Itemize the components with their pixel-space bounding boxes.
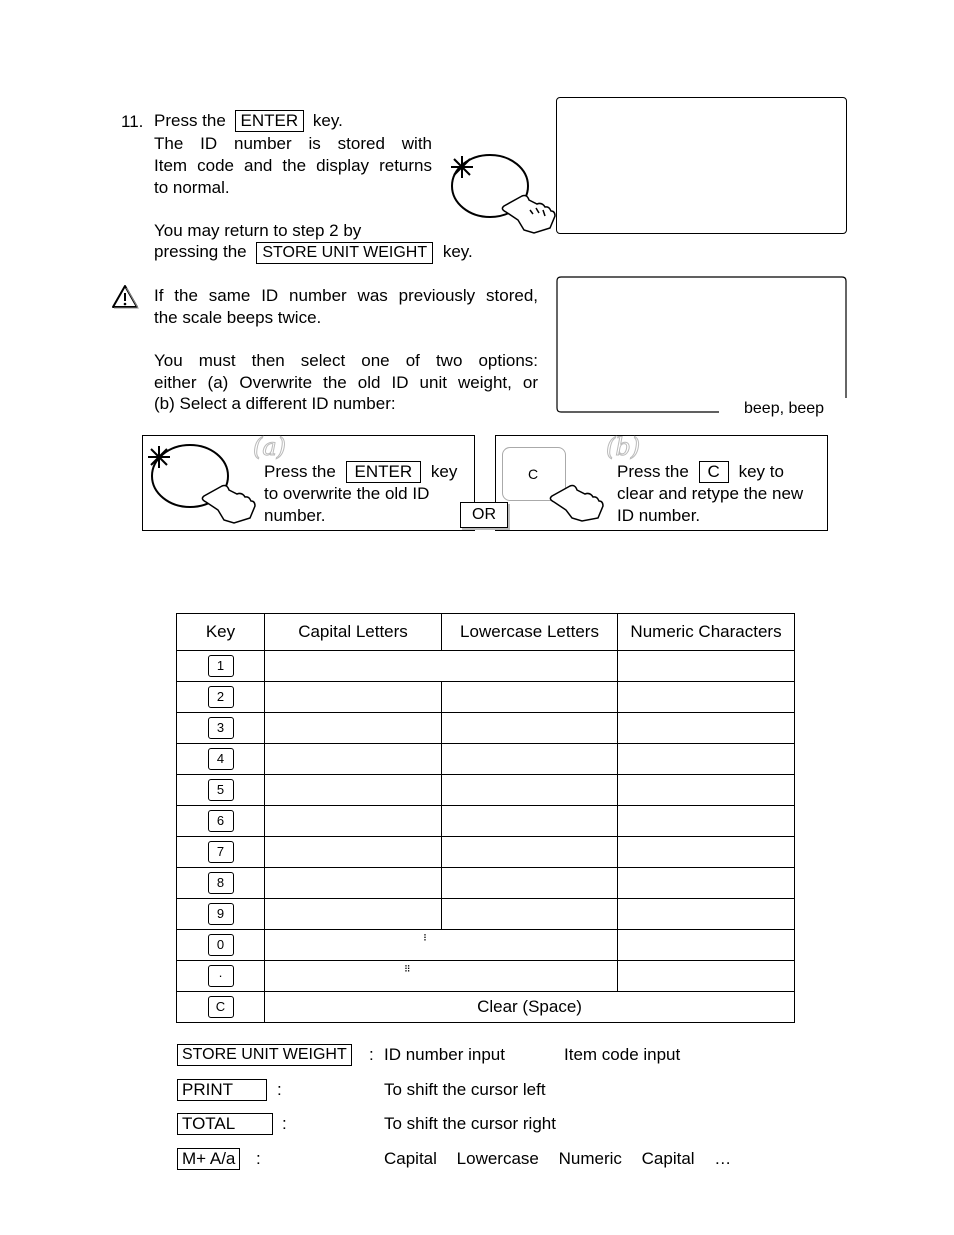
beep-label: beep, beep	[744, 400, 825, 417]
total-key-label: TOTAL	[177, 1113, 273, 1135]
step-number: 11.	[121, 112, 144, 131]
warning-text-line: the scale beeps twice.	[154, 308, 322, 327]
hand-pointer-icon	[550, 486, 603, 522]
warning-text-line: (b) Select a different ID number:	[154, 394, 396, 413]
warning-text-line: You must then select one of two options:	[154, 351, 538, 370]
table-row	[177, 806, 795, 837]
table-cell	[618, 930, 795, 961]
c-button-label: C	[528, 466, 539, 482]
option-b-hand-illustration	[548, 478, 606, 522]
table-cell	[618, 837, 795, 868]
table-cell	[265, 744, 442, 775]
mode-capital: Capital	[641, 1149, 695, 1168]
table-cell	[265, 806, 442, 837]
table-row	[177, 930, 795, 961]
warning-triangle-icon	[111, 284, 139, 310]
table-cell	[618, 899, 795, 930]
step-description-line: Item code and the display returns	[154, 156, 432, 175]
option-a-badge: (a)	[253, 433, 287, 461]
step-text-line	[154, 110, 343, 132]
key-3: 3	[208, 717, 234, 739]
store-unit-weight-key-label: STORE UNIT WEIGHT	[177, 1044, 352, 1066]
enter-key-label: ENTER	[346, 461, 422, 483]
option-b-text	[617, 461, 803, 527]
display-panel-beep	[555, 276, 849, 416]
table-header: Numeric Characters	[618, 614, 795, 651]
store-unit-weight-key-label: STORE UNIT WEIGHT	[256, 242, 433, 264]
function-description: To shift the cursor right	[384, 1114, 556, 1133]
function-separator: :	[369, 1045, 374, 1064]
or-label: OR	[460, 502, 508, 528]
table-cell	[265, 682, 442, 713]
option-a-line3: number.	[264, 506, 326, 525]
key-5: 5	[208, 779, 234, 801]
key-2: 2	[208, 686, 234, 708]
mode-key-label: M+ A/a	[177, 1148, 240, 1170]
table-row	[177, 837, 795, 868]
table-row	[177, 775, 795, 806]
table-cell	[265, 775, 442, 806]
option-a-line1	[264, 461, 457, 483]
option-b-line1	[617, 461, 803, 483]
return-note-line	[154, 241, 473, 264]
function-separator: :	[282, 1114, 287, 1133]
table-header: Capital Letters	[265, 614, 442, 651]
option-b-line2: clear and retype the new	[617, 484, 804, 503]
table-header: Key	[177, 614, 265, 651]
option-a-press-illustration	[144, 440, 260, 524]
option-b-suffix: key to	[738, 462, 784, 481]
step-press-prefix: Press the	[154, 111, 226, 130]
table-cell	[618, 961, 795, 992]
step-press-suffix: key.	[312, 111, 343, 130]
clear-space-cell: Clear (Space)	[265, 992, 795, 1023]
table-cell	[442, 744, 618, 775]
symbol-glyph-mark: ⠇	[423, 933, 430, 943]
function-description: To shift the cursor left	[384, 1080, 546, 1099]
mode-lowercase: Lowercase	[456, 1149, 539, 1168]
table-cell	[265, 868, 442, 899]
display-panel	[556, 97, 847, 234]
arrow-right-icon	[529, 1049, 555, 1061]
table-cell	[265, 961, 618, 992]
option-b-prefix: Press the	[617, 462, 689, 481]
table-cell	[618, 713, 795, 744]
option-a-prefix: Press the	[264, 462, 336, 481]
hand-pointer-icon	[202, 486, 255, 524]
table-row	[177, 682, 795, 713]
print-key-label: PRINT	[177, 1079, 267, 1101]
table-row	[177, 899, 795, 930]
warning-text-line: either (a) Overwrite the old ID unit weight, or	[154, 373, 538, 392]
enter-key-label: ENTER	[235, 110, 305, 132]
key-8: 8	[208, 872, 234, 894]
return-suffix: key.	[442, 242, 473, 261]
table-cell	[442, 713, 618, 744]
table-cell	[618, 806, 795, 837]
key-dot: ·	[208, 965, 234, 987]
key-0: 0	[208, 934, 234, 956]
table-cell	[618, 775, 795, 806]
key-9: 9	[208, 903, 234, 925]
table-cell	[618, 651, 795, 682]
table-cell	[442, 837, 618, 868]
hand-pointer-icon	[502, 196, 555, 234]
option-b-line3: ID number.	[617, 506, 701, 525]
table-header: Lowercase Letters	[442, 614, 618, 651]
mode-cycle	[384, 1149, 731, 1169]
key-7: 7	[208, 841, 234, 863]
table-cell	[618, 682, 795, 713]
step-description-line: The ID number is stored with	[154, 134, 432, 153]
mode-capital: Capital	[384, 1149, 437, 1168]
option-a-suffix: key	[430, 462, 458, 481]
mode-ellipsis: …	[714, 1149, 732, 1168]
c-key-label: C	[699, 461, 729, 483]
table-header-row	[177, 614, 795, 651]
table-cell	[442, 775, 618, 806]
table-row	[177, 744, 795, 775]
table-row	[177, 713, 795, 744]
key-c: C	[208, 996, 234, 1018]
table-cell	[265, 899, 442, 930]
table-cell	[442, 899, 618, 930]
step-description-line: to normal.	[154, 178, 230, 197]
press-button-illustration	[444, 148, 560, 234]
table-row	[177, 868, 795, 899]
key-1: 1	[208, 655, 234, 677]
character-input-table	[176, 613, 795, 1023]
return-note-line: You may return to step 2 by	[154, 221, 362, 240]
warning-text-line: If the same ID number was previously stored,	[154, 286, 538, 305]
option-a-line2: to overwrite the old ID	[264, 484, 430, 503]
table-cell	[618, 744, 795, 775]
table-cell	[265, 837, 442, 868]
table-cell	[265, 713, 442, 744]
function-separator: :	[277, 1080, 282, 1099]
table-row	[177, 961, 795, 992]
option-b-badge: (b)	[606, 433, 641, 461]
table-row	[177, 992, 795, 1023]
table-cell	[442, 868, 618, 899]
table-cell	[265, 651, 618, 682]
table-row	[177, 651, 795, 682]
function-separator: :	[256, 1149, 261, 1168]
return-prefix: pressing the	[154, 242, 247, 261]
table-cell	[265, 930, 618, 961]
table-cell	[442, 682, 618, 713]
table-cell	[442, 806, 618, 837]
option-a-text	[264, 461, 457, 527]
symbol-glyph-mark: ⠿	[404, 964, 411, 974]
function-description: ID number input	[384, 1045, 505, 1064]
key-6: 6	[208, 810, 234, 832]
key-4: 4	[208, 748, 234, 770]
function-description-2: Item code input	[564, 1045, 681, 1064]
table-cell	[618, 868, 795, 899]
mode-numeric: Numeric	[558, 1149, 622, 1168]
